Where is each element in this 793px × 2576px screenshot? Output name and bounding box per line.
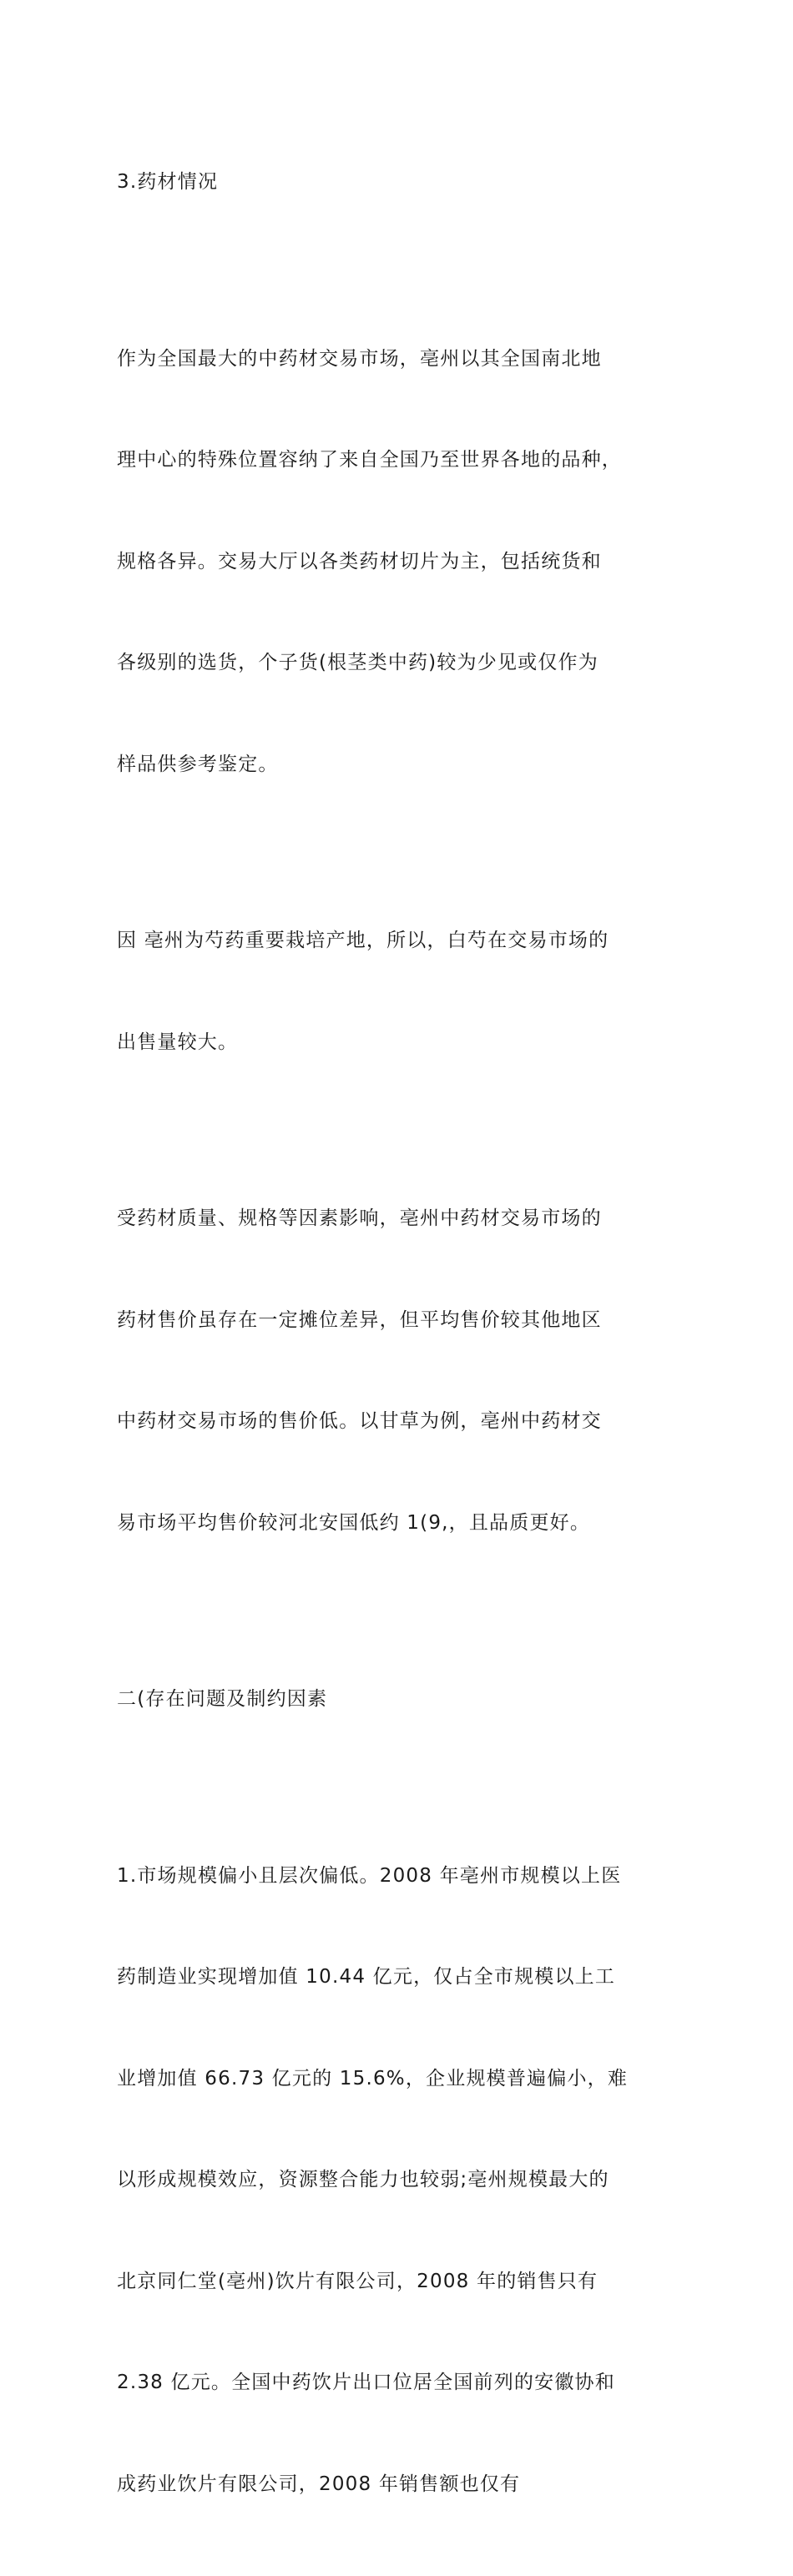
text-line: 北京同仁堂(亳州)饮片有限公司，2008 年的销售只有 <box>117 2270 599 2292</box>
document-page <box>117 98 684 2576</box>
text-line: 1.市场规模偏小且层次偏低。2008 年亳州市规模以上医 <box>117 1864 622 1887</box>
text-line: 药材售价虽存在一定摊位差异，但平均售价较其他地区 <box>117 1308 602 1331</box>
text-line: 因 亳州为芍药重要栽培产地，所以，白芍在交易市场的 <box>117 930 609 951</box>
paragraph-baishao <box>117 856 684 1127</box>
text-line: 以形成规模效应，资源整合能力也较弱;亳州规模最大的 <box>117 2169 609 2190</box>
text-line: 规格各异。交易大厅以各类药材切片为主，包括统货和 <box>117 550 602 572</box>
text-line: 业增加值 66.73 亿元的 15.6%，企业规模普遍偏小，难 <box>117 2067 629 2090</box>
text-line: 3.药材情况 <box>117 171 219 193</box>
text-line: 药制造业实现增加值 10.44 亿元，仅占全市规模以上工 <box>117 1966 616 1988</box>
text-line: 理中心的特殊位置容纳了来自全国乃至世界各地的品种， <box>117 449 622 471</box>
text-line: 易市场平均售价较河北安国低约 1(9,，且品质更好。 <box>117 1511 591 1534</box>
section-heading-materials <box>117 98 684 267</box>
section-heading-problems <box>117 1615 684 1784</box>
paragraph-market-scale <box>117 1792 684 2569</box>
text-line: 2.38 亿元。全国中药饮片出口位居全国前列的安徽协和 <box>117 2372 615 2393</box>
text-line: 各级别的选货，个子货(根茎类中药)较为少见或仅作为 <box>117 652 599 673</box>
text-line: 作为全国最大的中药材交易市场，亳州以其全国南北地 <box>117 347 602 370</box>
text-line: 二(存在问题及制约因素 <box>117 1688 328 1710</box>
text-line: 出售量较大。 <box>117 1031 239 1053</box>
text-line: 受药材质量、规格等因素影响，亳州中药材交易市场的 <box>117 1207 602 1229</box>
text-line: 成药业饮片有限公司，2008 年销售额也仅有 <box>117 2473 521 2495</box>
paragraph-pricing <box>117 1134 684 1607</box>
text-line: 中药材交易市场的售价低。以甘草为例，亳州中药材交 <box>117 1410 602 1432</box>
paragraph-market-overview <box>117 275 684 849</box>
text-line: 样品供参考鉴定。 <box>117 753 279 775</box>
